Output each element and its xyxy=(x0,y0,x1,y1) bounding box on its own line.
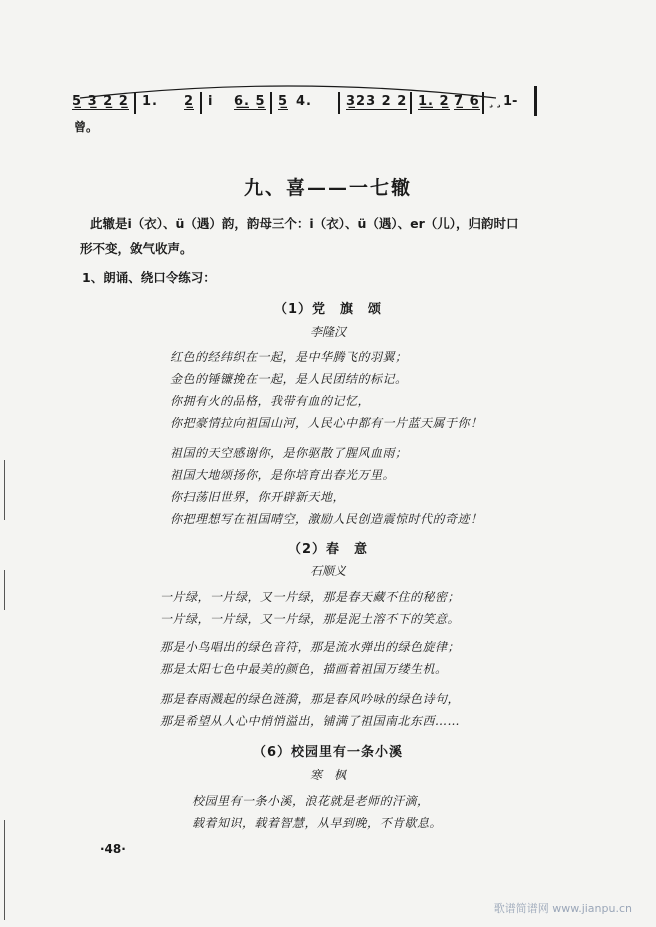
note-group: 2̲ xyxy=(184,94,195,109)
final-bar-line xyxy=(534,86,537,116)
bar-line xyxy=(482,92,484,114)
poem-line: 祖国的天空感谢你，是你驱散了腥风血雨； xyxy=(170,446,408,460)
intro-line: 此辙是i（衣）、ü（遇）韵，韵母三个：i（衣）、ü（遇）、er（儿），归韵时口 xyxy=(90,216,519,231)
poem-line: 载着知识，载着智慧，从早到晚，不肯歇息。 xyxy=(192,816,443,830)
intro-line: 形不变，敛气收声。 xyxy=(80,241,193,256)
note-group: - xyxy=(512,94,519,109)
note-group: 1. xyxy=(142,94,158,109)
poem-line: 你扫荡旧世界，你开辟新天地， xyxy=(170,490,346,504)
poem-line: 红色的经纬织在一起，是中华腾飞的羽翼； xyxy=(170,350,408,364)
poem-author: 寒 枫 xyxy=(309,768,346,782)
poem-line: 一片绿，一片绿，又一片绿，那是春天藏不住的秘密； xyxy=(160,590,461,604)
note-group: 5̲ xyxy=(278,94,289,109)
bar-line xyxy=(270,92,272,114)
poem-title: （2）春 意 xyxy=(287,542,369,557)
margin-rule xyxy=(4,820,5,920)
bar-line xyxy=(338,92,340,114)
poem-line: 你拥有火的品格，我带有血的记忆， xyxy=(170,394,371,408)
notation-line xyxy=(72,94,552,134)
note-group: 5̲ 3̲ 2̲ 2̲ xyxy=(72,94,129,109)
poem-line: 校园里有一条小溪，浪花就是老师的汗滴， xyxy=(192,794,430,808)
bar-line xyxy=(410,92,412,114)
note-group: 3̲23 2 2 xyxy=(346,94,408,109)
section-title: 九、喜——一七辙 xyxy=(243,177,412,199)
bar-line xyxy=(134,92,136,114)
poem-line: 那是春雨溅起的绿色涟漪，那是春风吟咏的绿色诗句， xyxy=(160,692,461,706)
margin-rule xyxy=(4,460,5,520)
poem-line: 祖国大地颂扬你，是你培育出春光万里。 xyxy=(170,468,396,482)
note-group: i xyxy=(208,94,214,109)
page-number: ·48· xyxy=(100,842,126,856)
site-watermark: 歌谱简谱网 www.jianpu.cn xyxy=(493,902,632,915)
poem-line: 你把理想写在祖国晴空，激励人民创造震惊时代的奇迹！ xyxy=(170,512,483,526)
bar-line xyxy=(200,92,202,114)
poem-line: 一片绿，一片绿，又一片绿，那是泥土溶不下的笑意。 xyxy=(160,612,461,626)
note-group: ¸¸1 xyxy=(488,94,514,109)
note-group: 7̲ 6̲ xyxy=(454,94,480,109)
note-group: 6̲.̲ 5̲ xyxy=(234,94,266,109)
poem-line: 那是希望从人心中悄悄溢出，铺满了祖国南北东西…… xyxy=(160,714,461,728)
poem-author: 石顺义 xyxy=(309,564,346,578)
poem-title: （6）校园里有一条小溪 xyxy=(252,745,404,760)
poem-line: 那是小鸟唱出的绿色音符，那是流水弹出的绿色旋律； xyxy=(160,640,461,654)
poem-line: 金色的锤镰挽在一起，是人民团结的标记。 xyxy=(170,372,408,386)
poem-line: 你把豪情拉向祖国山河，人民心中都有一片蓝天属于你！ xyxy=(170,416,483,430)
poem-line: 那是太阳七色中最美的颜色，描画着祖国万缕生机。 xyxy=(160,662,448,676)
poem-author: 李隆汉 xyxy=(309,325,346,339)
note-group: 4. xyxy=(296,94,312,109)
poem-title: （1）党 旗 颂 xyxy=(273,302,383,317)
notation-lyric: 曾。 xyxy=(74,120,99,134)
note-group: 1̲.̲ 2̲ xyxy=(418,94,450,109)
exercise-heading: 1、朗诵、绕口令练习： xyxy=(82,270,216,285)
